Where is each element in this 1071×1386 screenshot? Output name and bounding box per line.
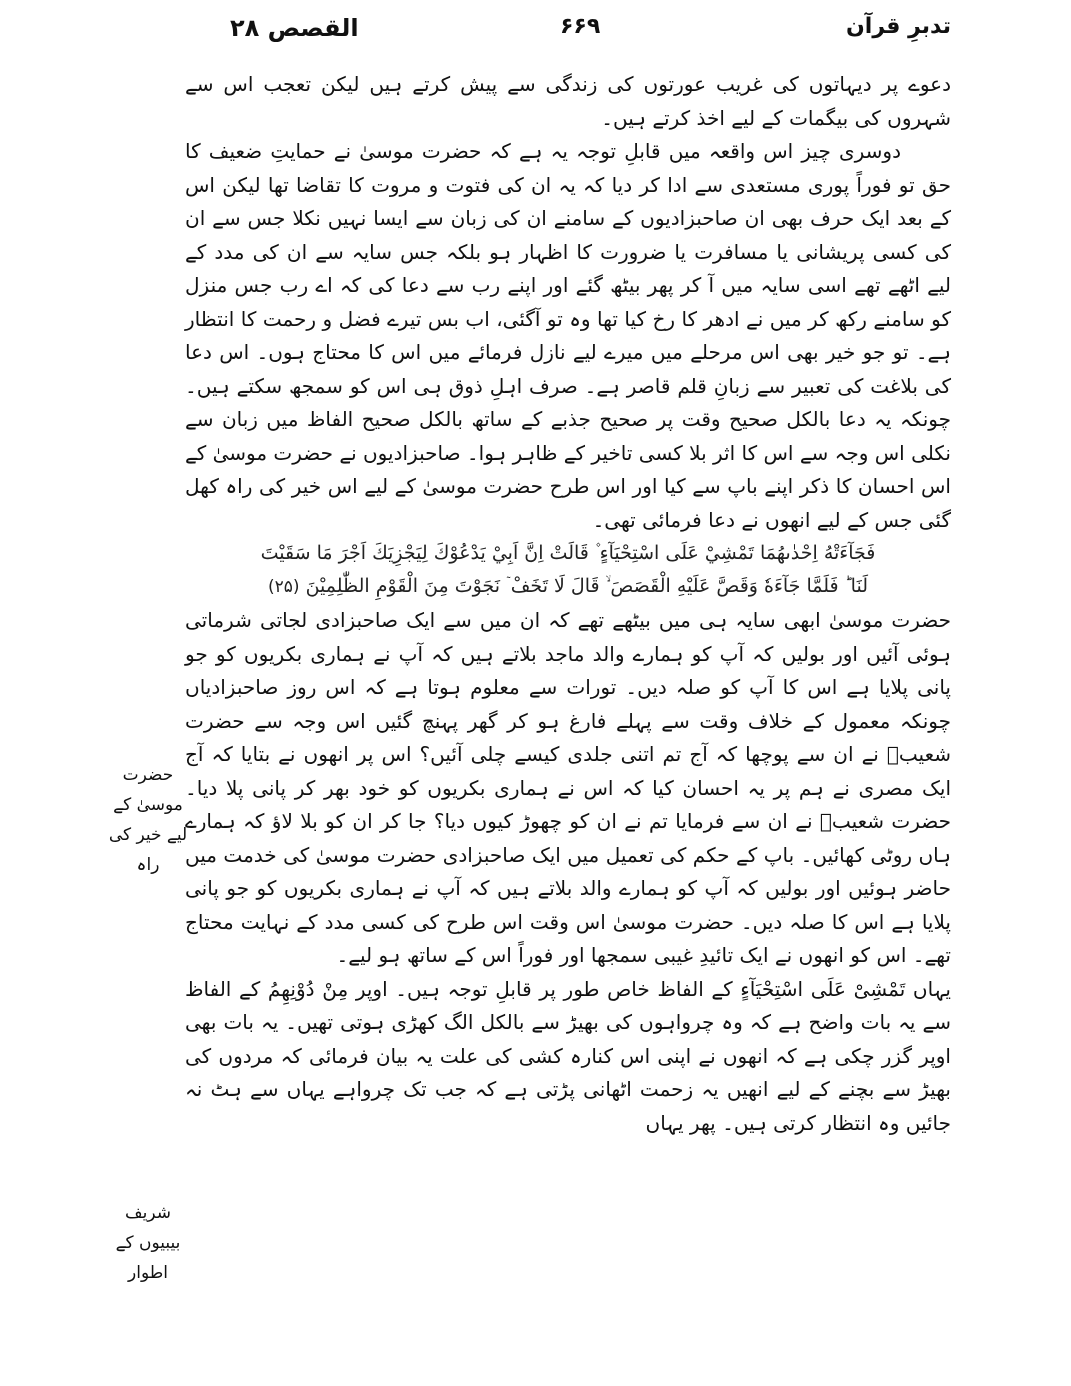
margin-note: حضرت موسیٰ کے لیے خیر کی راہ xyxy=(108,765,188,875)
book-title: تدبرِ قرآن xyxy=(846,14,951,39)
margin-note: شریف بیبیوں کے اطوار xyxy=(115,1203,181,1283)
quran-verse xyxy=(185,537,951,604)
surah-name: القصص ۲۸ xyxy=(230,14,359,42)
body-text xyxy=(185,68,951,1386)
paragraph: دعوے پر دیہاتوں کی غریب عورتوں کی زندگی سے پیش کرتے ہیں لیکن تعجب اس سے شہروں کی بیگمات کے لیے اخذ کرتے ہیں۔ xyxy=(185,72,951,130)
paragraph: یہاں تَمْشِیْ عَلَی اسْتِحْیَآءٍ کے الفاظ خاص طور پر قابلِ توجہ ہیں۔ اوپر مِنْ دُوْنِهِمُ کے الفاظ سے یہ بات واضح ہے کہ وہ چرواہوں کی بھیڑ سے بالکل الگ کھڑی ہوتی تھیں۔ یہ بات بھی اوپر گزر چکی ہے کہ انھوں نے اپنی اس کنارہ کشی کی علت یہ بیان فرمائی کہ مردوں کی بھیڑ سے بچنے کے لیے انھیں یہ زحمت اٹھانی پڑتی ہے کہ جب تک چرواہے یہاں سے ہٹ نہ جائیں وہ انتظار کرتی ہیں۔ پھر یہاں xyxy=(185,976,951,1135)
verse-line: لَنَا ؕ فَلَمَّا جَآءَهٗ وَقَصَّ عَلَيْهِ الْقَصَصَ ۙ قَالَ لَا تَخَفْ ٙ نَجَوْتَ مِنَ الْقَوْمِ الظّٰلِمِيْنَ xyxy=(305,575,868,597)
paragraph: دوسری چیز اس واقعہ میں قابلِ توجہ یہ ہے کہ حضرت موسیٰ نے حمایتِ ضعیف کا حق تو فوراً پوری مستعدی سے ادا کر دیا کہ یہ ان کی فتوت و مروت کا تقاضا تھا لیکن اس کے بعد ایک حرف بھی ان صاحبزادیوں کے سامنے ان کی زبان سے ایسا نہیں نکلا جس سے ان کی کسی پریشانی یا مسافرت یا ضرورت کا اظہار ہو بلکہ جس سایہ سے ان کی مدد کے لیے اٹھے تھے اسی سایہ میں آ کر پھر بیٹھ گئے اور اپنے رب سے دعا کی کہ اے رب جس منزل کو سامنے رکھ کر میں نے ادھر کا رخ کیا تھا وہ تو آگئی، اب بس تیرے فضل و رحمت کا انتظار ہے۔ تو جو خیر بھی اس مرحلے میں میرے لیے نازل فرمائے میں اس کا محتاج ہوں۔ اس دعا کی بلاغت کی تعبیر سے زبانِ قلم قاصر ہے۔ صرف اہلِ ذوق ہی اس کو سمجھ سکتے ہیں۔ چونکہ یہ دعا بالکل صحیح وقت پر صحیح جذبے کے ساتھ بالکل صحیح الفاظ میں زبان سے نکلی اس وجہ سے اس کا اثر بلا کسی تاخیر کے ظاہر ہوا۔ صاحبزادیوں نے حضرت موسیٰ کے اس احسان کا ذکر اپنے باپ سے کیا اور اس طرح حضرت موسیٰ کے لیے اس خیر کی راہ کھل گئی جس کے لیے انھوں نے دعا فرمائی تھی۔ xyxy=(185,139,951,532)
verse-number: (۲۵) xyxy=(267,577,300,597)
paragraph: حضرت موسیٰ ابھی سایہ ہی میں بیٹھے تھے کہ ان میں سے ایک صاحبزادی لجاتی شرماتی ہوئی آئیں اور بولیں کہ آپ کو ہمارے والد ماجد بلاتے ہیں کہ آپ نے ہماری بکریوں کو جو پانی پلایا ہے اس کا آپ کو صلہ دیں۔ تورات سے معلوم ہوتا ہے کہ اس روز صاحبزادیاں چونکہ معمول کے خلاف وقت سے پہلے فارغ ہو کر گھر پہنچ گئیں اس وجہ سے حضرت شعیبؑ نے ان سے پوچھا کہ آج تم اتنی جلدی کیسے چلی آئیں؟ اس پر انھوں نے بتایا کہ آج ایک مصری نے ہم پر یہ احسان کیا کہ اس نے ہماری بکریوں کو خود بھر کر پانی پلا دیا۔ حضرت شعیبؑ نے ان سے فرمایا تم نے ان کو چھوڑ کیوں دیا؟ جا کر ان کو بلا لاؤ کہ ہمارے ہاں روٹی کھائیں۔ باپ کے حکم کی تعمیل میں ایک صاحبزادی حضرت موسیٰ کی خدمت میں حاضر ہوئیں اور بولیں کہ آپ کو ہمارے والد بلاتے ہیں کہ آپ نے ہماری بکریوں کو جو پانی پلایا ہے اس کا صلہ دیں۔ حضرت موسیٰ اس وقت اس طرح کی کسی مدد کے نہایت محتاج تھے۔ اس کو انھوں نے ایک تائیدِ غیبی سمجھا اور فوراً اس کے ساتھ ہو لیے۔ xyxy=(185,608,951,967)
page-number: ۶۶۹ xyxy=(560,14,601,39)
verse-line: فَجَآءَتْهُ اِحْدٰىهُمَا تَمْشِيْ عَلَى اسْتِحْيَآءٍ ۫ قَالَتْ اِنَّ اَبِيْ يَدْعُوْكَ لِيَجْزِيَكَ اَجْرَ مَا سَقَيْتَ xyxy=(260,542,876,564)
verse-line-2 xyxy=(185,570,951,604)
